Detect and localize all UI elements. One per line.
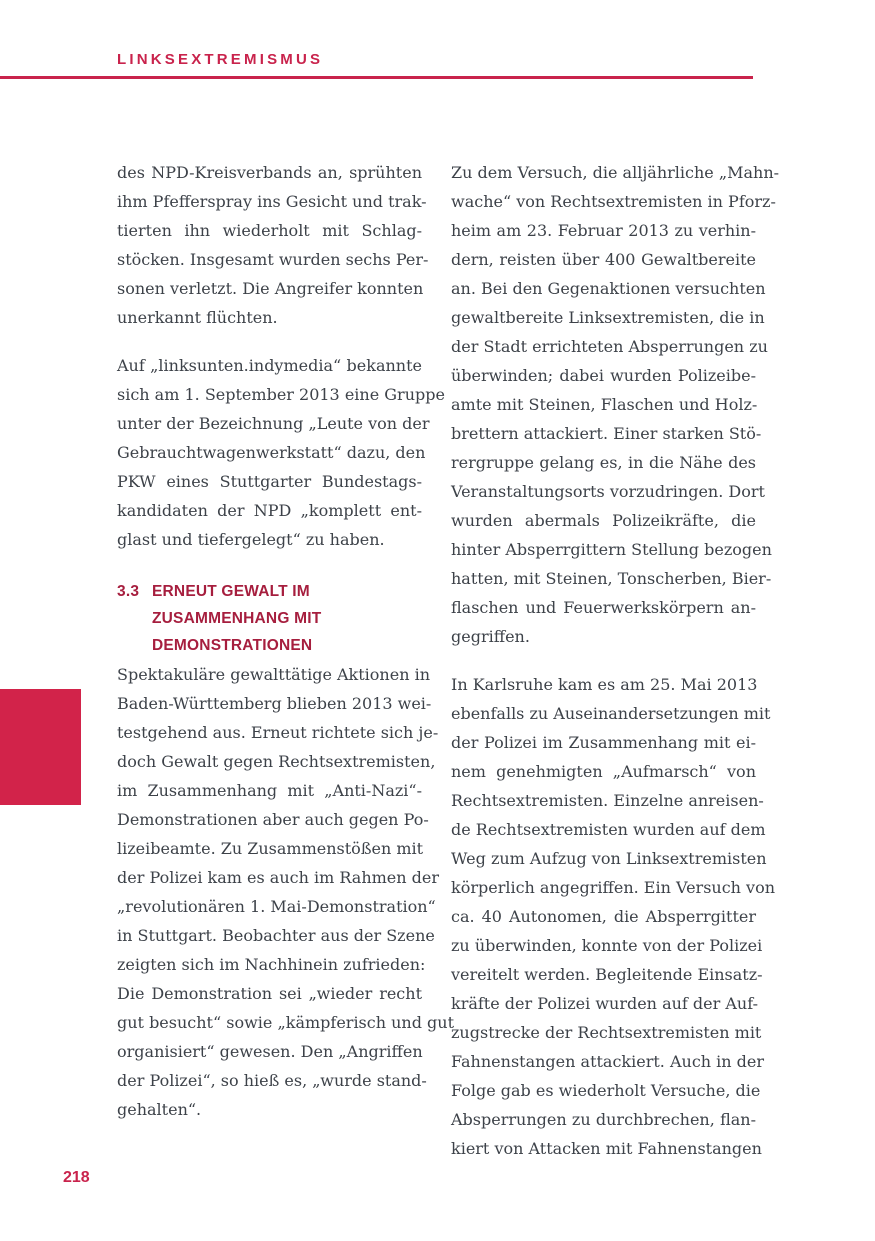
text-line: wurden abermals Polizeikräfte, die [451,511,756,530]
text-line: unter der Bezeichnung „Leute von der [117,414,430,433]
paragraph [117,351,445,554]
page-number: 218 [63,1169,90,1186]
text-line: sich am 1. September 2013 eine Gruppe [117,385,445,404]
text-line: der Polizei im Zusammenhang mit ei- [451,733,756,752]
text-line: hinter Absperrgittern Stellung bezogen [451,540,772,559]
paragraph [117,158,429,332]
text-line: Weg zum Aufzug von Linksextremisten [451,849,767,868]
section-heading-line: ERNEUT GEWALT IM [152,583,310,600]
text-line: nem genehmigten „Aufmarsch“ von [451,762,756,781]
text-line: gegriffen. [451,627,530,646]
text-line: stöcken. Insgesamt wurden sechs Per- [117,250,429,269]
text-line: der Stadt errichteten Absperrungen zu [451,337,768,356]
text-line: Auf „linksunten.indymedia“ bekannte [117,356,422,375]
section-heading-lines [152,578,422,659]
text-line: Die Demonstration sei „wieder recht [117,984,422,1003]
running-header: LINKSEXTREMISMUS [117,51,324,68]
text-line: kräfte der Polizei wurden auf der Auf- [451,994,758,1013]
text-line: wache“ von Rechtsextremisten in Pforz- [451,192,776,211]
text-line: Folge gab es wiederholt Versuche, die [451,1081,761,1100]
text-line: Veranstaltungsorts vorzudringen. Dort [451,482,765,501]
text-line: heim am 23. Februar 2013 zu verhin- [451,221,756,240]
text-line: körperlich angegriffen. Ein Versuch von [451,878,776,897]
text-line: vereitelt werden. Begleitende Einsatz- [451,965,763,984]
text-line: tierten ihn wiederholt mit Schlag- [117,221,422,240]
text-line: testgehend aus. Erneut richtete sich je- [117,723,439,742]
text-line: gehalten“. [117,1100,202,1119]
text-line: überwinden; dabei wurden Polizeibe- [451,366,756,385]
section-heading [117,578,422,659]
text-line: brettern attackiert. Einer starken Stö- [451,424,762,443]
section-number: 3.3 [117,583,140,600]
paragraph [117,660,455,1124]
text-line: ebenfalls zu Auseinandersetzungen mit [451,704,771,723]
text-line: Gebrauchtwagenwerkstatt“ dazu, den [117,443,426,462]
text-line: zeigten sich im Nachhinein zufrieden: [117,955,426,974]
text-line: Spektakuläre gewalttätige Aktionen in [117,665,431,684]
text-line: unerkannt flüchten. [117,308,278,327]
text-line: Fahnenstangen attackiert. Auch in der [451,1052,765,1071]
text-line: der Polizei kam es auch im Rahmen der [117,868,440,887]
text-line: flaschen und Feuerwerkskörpern an- [451,598,756,617]
text-line: im Zusammenhang mit „Anti-Nazi“- [117,781,422,800]
header-rule [0,76,753,79]
paragraph [451,670,776,1163]
right-column [451,158,780,1163]
text-line: amte mit Steinen, Flaschen und Holz- [451,395,758,414]
text-line: zugstrecke der Rechtsextremisten mit [451,1023,762,1042]
text-line: de Rechtsextremisten wurden auf dem [451,820,766,839]
text-line: Rechtsextremisten. Einzelne anreisen- [451,791,764,810]
text-line: glast und tiefergelegt“ zu haben. [117,530,385,549]
text-line: PKW eines Stuttgarter Bundestags- [117,472,422,491]
text-line: ca. 40 Autonomen, die Absperrgitter [451,907,756,926]
text-line: der Polizei“, so hieß es, „wurde stand- [117,1071,427,1090]
text-line: doch Gewalt gegen Rechtsextremisten, [117,752,436,771]
chapter-side-tab [0,689,81,805]
left-column [117,158,455,1124]
text-line: des NPD-Kreisverbands an, sprühten [117,163,422,182]
text-line: Zu dem Versuch, die alljährliche „Mahn- [451,163,780,182]
text-line: lizeibeamte. Zu Zusammenstößen mit [117,839,424,858]
text-line: kandidaten der NPD „komplett ent- [117,501,422,520]
text-line: rergruppe gelang es, in die Nähe des [451,453,756,472]
text-line: kiert von Attacken mit Fahnenstangen [451,1139,762,1158]
text-line: „revolutionären 1. Mai-Demonstration“ [117,897,436,916]
text-line: Baden-Württemberg blieben 2013 wei- [117,694,432,713]
paragraph [451,158,780,651]
text-line: Absperrungen zu durchbrechen, flan- [451,1110,756,1129]
text-line: an. Bei den Gegenaktionen versuchten [451,279,766,298]
text-line: organisiert“ gewesen. Den „Angriffen [117,1042,423,1061]
text-line: gut besucht“ sowie „kämpferisch und gut [117,1013,455,1032]
text-line: sonen verletzt. Die Angreifer konnten [117,279,424,298]
section-heading-line: DEMONSTRATIONEN [152,637,313,654]
text-line: Demonstrationen aber auch gegen Po- [117,810,429,829]
text-line: dern, reisten über 400 Gewaltbereite [451,250,756,269]
text-line: hatten, mit Steinen, Tonscherben, Bier- [451,569,772,588]
text-line: gewaltbereite Linksextremisten, die in [451,308,765,327]
text-line: in Stuttgart. Beobachter aus der Szene [117,926,435,945]
text-line: In Karlsruhe kam es am 25. Mai 2013 [451,675,758,694]
text-line: zu überwinden, konnte von der Polizei [451,936,763,955]
text-columns [117,158,780,1163]
section-heading-line: ZUSAMMENHANG MIT [152,610,322,627]
text-line: ihm Pfefferspray ins Gesicht und trak- [117,192,427,211]
